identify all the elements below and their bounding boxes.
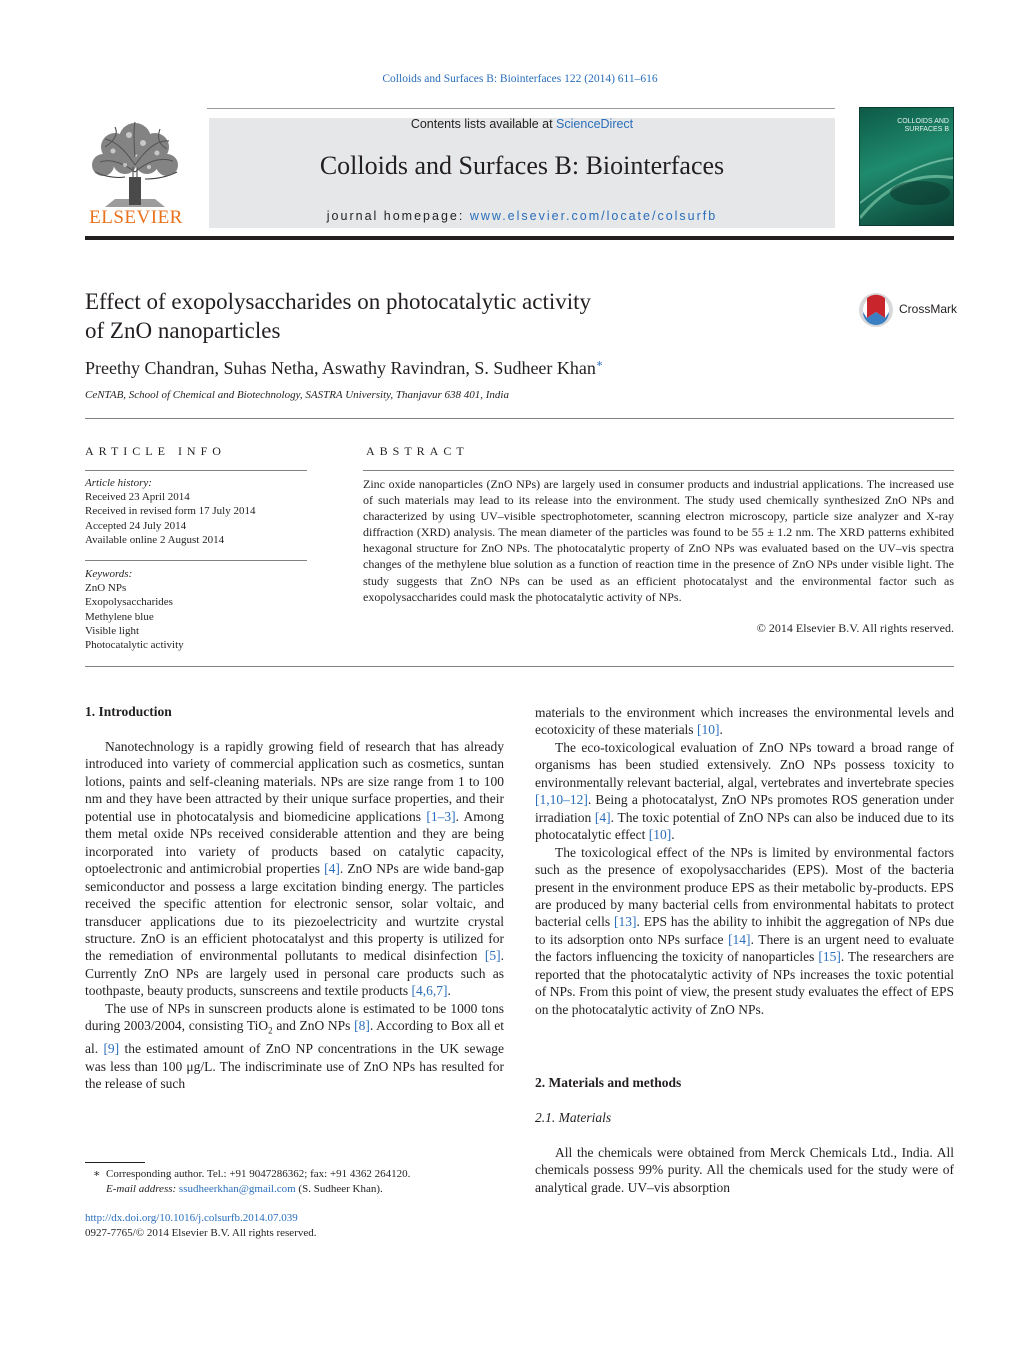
text-run: . — [447, 983, 451, 999]
homepage-link[interactable]: www.elsevier.com/locate/colsurfb — [469, 209, 718, 223]
text-run: . — [719, 722, 723, 738]
text-run: The toxicological effect of the NPs is limited by environmental factors such as the presence of exopolysaccharides (EPS). Most of the bacteria present in the environment produce EPS as their metabolic by-products. EPS are produced by many bacterial cells from environmental habitats to protect bacterial cells — [535, 844, 954, 930]
keyword: Photocatalytic activity — [85, 639, 184, 652]
reference-link[interactable]: [14] — [728, 931, 751, 947]
text-run: The use of NPs in sunscreen products alone is estimated to be 1000 tons during 2003/2004, consisting TiO — [85, 1000, 504, 1034]
footnote-mark: ∗ — [93, 1168, 101, 1180]
title-line-2: of ZnO nanoparticles — [85, 318, 281, 343]
reference-link[interactable]: [4] — [324, 861, 340, 877]
contents-prefix: Contents lists available at — [410, 117, 557, 131]
intro-paragraph-1 — [85, 738, 504, 1000]
journal-name: Colloids and Surfaces B: Biointerfaces — [319, 151, 725, 180]
reference-link[interactable]: [1,10–12] — [535, 792, 588, 808]
doi-link[interactable]: http://dx.doi.org/10.1016/j.colsurfb.2014.07.039 — [85, 1212, 298, 1224]
journal-citation[interactable]: Colloids and Surfaces B: Biointerfaces 122 (2014) 611–616 — [382, 73, 658, 85]
text-run: . According to Box all et al. — [85, 1018, 505, 1057]
text-run: materials to the environment which increases the environmental levels and ecotoxicity of these materials — [535, 705, 954, 738]
text-run: . There is an urgent need to evaluate the factors influencing the toxicity of nanoparticles — [535, 931, 954, 965]
article-title — [85, 287, 735, 345]
cover-artwork — [860, 108, 954, 226]
keywords-rule — [85, 560, 307, 561]
reference-link[interactable]: [9] — [103, 1041, 120, 1057]
section-heading-materials-methods: 2. Materials and methods — [535, 1075, 682, 1090]
journal-cover-thumbnail — [859, 107, 954, 226]
footnote-contact: Corresponding author. Tel.: +91 9047286362; fax: +91 4362 264120. — [105, 1168, 411, 1180]
abstract-copyright: © 2014 Elsevier B.V. All rights reserved. — [756, 621, 954, 635]
intro-paragraph-3 — [535, 739, 954, 844]
history-received: Received 23 April 2014 — [85, 491, 190, 504]
article-info-rule — [85, 470, 307, 471]
author-list — [85, 357, 603, 379]
text-run: . Currently ZnO NPs are largely used in personal care products such as toothpaste, beauty products, sunscreens and textile products — [85, 948, 504, 999]
footnote-line-1 — [85, 1167, 410, 1182]
email-suffix: (S. Sudheer Khan). — [295, 1183, 383, 1195]
sciencedirect-link[interactable]: ScienceDirect — [556, 117, 634, 131]
left-column — [85, 738, 504, 1093]
reference-link[interactable]: [4] — [594, 809, 611, 825]
text-run: . Being a photocatalyst, ZnO NPs promotes ROS generation under irradiation — [535, 792, 954, 825]
section-heading-introduction: 1. Introduction — [85, 704, 172, 719]
homepage-prefix: journal homepage: — [326, 209, 470, 223]
keyword: Visible light — [85, 624, 140, 637]
intro-paragraph-2 — [85, 1000, 504, 1093]
reference-link[interactable]: [10] — [648, 827, 672, 843]
cover-title: COLLOIDS AND SURFACES B — [897, 118, 949, 133]
reference-link[interactable]: [10] — [696, 722, 720, 738]
article-history — [85, 476, 255, 547]
reference-link[interactable]: [13] — [613, 914, 637, 930]
reference-link[interactable]: [1–3] — [426, 808, 456, 824]
intro-paragraph-2-continued — [535, 704, 954, 739]
materials-paragraph-block — [535, 1144, 954, 1196]
keyword: Methylene blue — [85, 610, 154, 623]
text-run: Nanotechnology is a rapidly growing field of research that has already introduced into variety of commercial application such as cosmetics, suntan lotions, paints and self-cleaning materials. NPs are size range from 1 to 100 nm and they have been attracted by their unique surface properties, and their potential use in photocatalysis and biomedicine applications — [85, 739, 504, 824]
issn-copyright: 0927-7765/© 2014 Elsevier B.V. All rights reserved. — [85, 1227, 317, 1239]
abstract-bottom-rule — [85, 666, 954, 667]
authors-text: Preethy Chandran, Suhas Netha, Aswathy Ravindran, S. Sudheer Khan — [85, 358, 596, 378]
elsevier-wordmark: ELSEVIER — [89, 207, 183, 228]
title-line-1: Effect of exopolysaccharides on photocatalytic activity — [85, 289, 592, 314]
abstract-text: Zinc oxide nanoparticles (ZnO NPs) are largely used in consumer products and industrial applications. The increased use of such materials may lead to its release into the environment. The study used chemically synthesized ZnO NPs and characterized by using UV–visible spectrophotometer, scanning electron microscopy, particle size analyzer and X-ray diffraction (XRD) analysis. The mean diameter of the particles was found to be 55 ± 1.2 nm. The XRD patterns exhibited hexagonal structure for ZnO NPs. The photocatalytic property of ZnO NPs was evaluated based on the UV–vis spectra changes of the methylene blue solution as a function of reaction time in the presence of ZnO NPs under visible light. The study suggests that ZnO NPs can be used as an efficient photocatalyst and the environmental factor such as exopolysaccharides could mask the photocatalytic activity of NPs. — [363, 477, 954, 604]
article-info-label: ARTICLE INFO — [85, 444, 226, 458]
subscript: 2 — [268, 1025, 273, 1036]
materials-paragraph: All the chemicals were obtained from Merck Chemicals Ltd., India. All chemicals possess 99% purity. All the chemicals used for the study were of analytical grade. UV–vis absorption — [535, 1145, 954, 1195]
text-run: . The researchers are reported that the photocatalytic activity of NPs increases the toxic potential of NPs. From this point of view, the present study evaluates the effect of EPS on the photocatalytic activity of ZnO NPs. — [535, 949, 954, 1017]
text-run: . — [671, 827, 675, 843]
text-run: . EPS has the ability to inhibit the aggregation of NPs due to its adsorption onto NPs surface — [535, 914, 954, 947]
affiliation: CeNTAB, School of Chemical and Biotechnology, SASTRA University, Thanjavur 638 401, India — [85, 389, 509, 401]
text-run: . ZnO NPs are wide band-gap semiconductor and possess a large excitation binding energy. The particles received the specific attention for electronic sensor, solar voltaic, and transducer applications due to its piezoelectricity and wurtzite crystal structure. ZnO is an efficient photocatalyst and this property is utilized for the remediation of environmental pollutants to medical disinfection — [85, 861, 504, 964]
contents-available-line — [209, 117, 835, 131]
journal-homepage-line — [209, 209, 835, 223]
right-column — [535, 704, 954, 1018]
text-run: . The toxic potential of ZnO NPs can also be induced due to its photocatalytic effect — [535, 809, 954, 843]
text-run: . Among them metal oxide NPs received considerable attention and they are being incorporated into variety of products based on catalytic capacity, optoelectronic and antimicrobial properties — [85, 808, 504, 877]
history-accepted: Accepted 24 July 2014 — [85, 519, 187, 532]
footnote-line-2 — [85, 1182, 410, 1197]
reference-link[interactable]: [4,6,7] — [411, 983, 448, 999]
reference-link[interactable]: [8] — [354, 1018, 370, 1034]
reference-link[interactable]: [15] — [818, 949, 841, 965]
keywords-block — [85, 567, 184, 652]
corresponding-author-mark[interactable]: ∗ — [595, 358, 604, 370]
intro-paragraph-4 — [535, 844, 954, 1019]
footnote-rule — [85, 1162, 145, 1163]
title-separator-rule — [85, 418, 954, 419]
email-label: E-mail address: — [106, 1183, 179, 1195]
abstract-label: ABSTRACT — [366, 444, 469, 458]
history-revised: Received in revised form 17 July 2014 — [85, 505, 256, 518]
abstract-rule — [363, 470, 954, 471]
keyword: ZnO NPs — [85, 582, 127, 595]
corresponding-author-footnote — [85, 1167, 410, 1197]
doi-block — [85, 1211, 317, 1241]
history-online: Available online 2 August 2014 — [85, 533, 225, 546]
history-label: Article history: — [85, 477, 152, 489]
subsection-heading-materials: 2.1. Materials — [535, 1110, 612, 1125]
crossmark-label[interactable]: CrossMark — [899, 302, 958, 316]
email-link[interactable]: ssudheerkhan@gmail.com — [178, 1183, 296, 1195]
text-run: the estimated amount of ZnO NP concentrations in the UK sewage was less than 100 μg/L. The indiscriminate use of ZnO NPs has resulted for the release of such — [85, 1041, 505, 1092]
header-top-rule — [207, 108, 835, 109]
keywords-label: Keywords: — [85, 568, 133, 580]
keyword: Exopolysaccharides — [85, 596, 173, 609]
text-run: The eco-toxicological evaluation of ZnO NPs toward a broad range of organisms has been studied extensively. ZnO NPs possess toxicity to environmentally relevant bacterial, algal, vertebrates and invertebrate species — [535, 739, 954, 790]
header-thick-rule — [85, 236, 954, 240]
text-run: and ZnO NPs — [272, 1018, 355, 1034]
reference-link[interactable]: [5] — [484, 948, 501, 964]
